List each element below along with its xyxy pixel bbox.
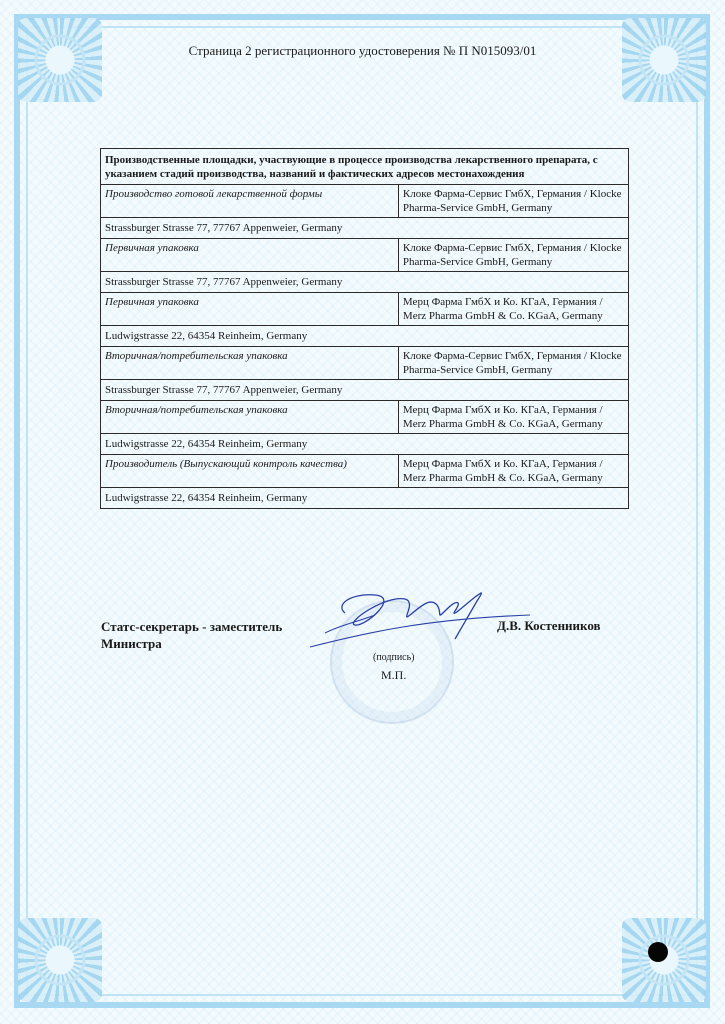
site-address: Strassburger Strasse 77, 77767 Appenweier, Germany [101,218,629,239]
table-row [101,455,629,488]
table-row [101,272,629,293]
signature-caption: (подпись) [373,652,415,663]
corner-rosette-top-left [18,18,102,102]
punch-hole [648,942,668,962]
production-stage: Производитель (Выпускающий контроль качества) [101,455,399,488]
table-row [101,185,629,218]
signature-icon [305,575,535,655]
page-title: Страница 2 регистрационного удостоверения № П N015093/01 [188,43,537,58]
table-row [101,488,629,509]
corner-rosette-top-right [622,18,706,102]
table-row [101,326,629,347]
site-address: Ludwigstrasse 22, 64354 Reinheim, Germany [101,326,629,347]
production-stage: Производство готовой лекарственной формы [101,185,399,218]
table-row [101,218,629,239]
manufacturer-name: Мерц Фарма ГмбХ и Ко. КГаА, Германия / Merz Pharma GmbH & Co. KGaA, Germany [398,455,628,488]
table-heading-row [101,149,629,185]
table-heading: Производственные площадки, участвующие в процессе производства лекарственного препарата, с указанием стадий производства, названий и фактических адресов местонахождения [101,149,629,185]
production-stage: Первичная упаковка [101,239,399,272]
manufacturer-name: Мерц Фарма ГмбХ и Ко. КГаА, Германия / Merz Pharma GmbH & Co. KGaA, Germany [398,401,628,434]
production-sites-table [100,148,629,509]
production-stage: Вторичная/потребительская упаковка [101,347,399,380]
table-row [101,434,629,455]
manufacturer-name: Клоке Фарма-Сервис ГмбХ, Германия / Klocke Pharma-Service GmbH, Germany [398,185,628,218]
site-address: Ludwigstrasse 22, 64354 Reinheim, Germany [101,488,629,509]
signer-position [101,618,282,652]
site-address: Ludwigstrasse 22, 64354 Reinheim, Germany [101,434,629,455]
table-row [101,347,629,380]
signer-name: Д.В. Костенников [497,618,601,633]
manufacturer-name: Клоке Фарма-Сервис ГмбХ, Германия / Klocke Pharma-Service GmbH, Germany [398,239,628,272]
corner-rosette-bottom-left [18,918,102,1002]
production-stage: Вторичная/потребительская упаковка [101,401,399,434]
stamp-label: М.П. [381,668,407,682]
site-address: Strassburger Strasse 77, 77767 Appenweier, Germany [101,272,629,293]
table-row [101,380,629,401]
table-row [101,239,629,272]
table-row [101,401,629,434]
site-address: Strassburger Strasse 77, 77767 Appenweier, Germany [101,380,629,401]
signer-position-line2: Министра [101,636,162,651]
table-row [101,293,629,326]
signer-position-line1: Статс-секретарь - заместитель [101,619,283,634]
manufacturer-name: Клоке Фарма-Сервис ГмбХ, Германия / Klocke Pharma-Service GmbH, Germany [398,347,628,380]
manufacturer-name: Мерц Фарма ГмбХ и Ко. КГаА, Германия / Merz Pharma GmbH & Co. KGaA, Germany [398,293,628,326]
production-stage: Первичная упаковка [101,293,399,326]
